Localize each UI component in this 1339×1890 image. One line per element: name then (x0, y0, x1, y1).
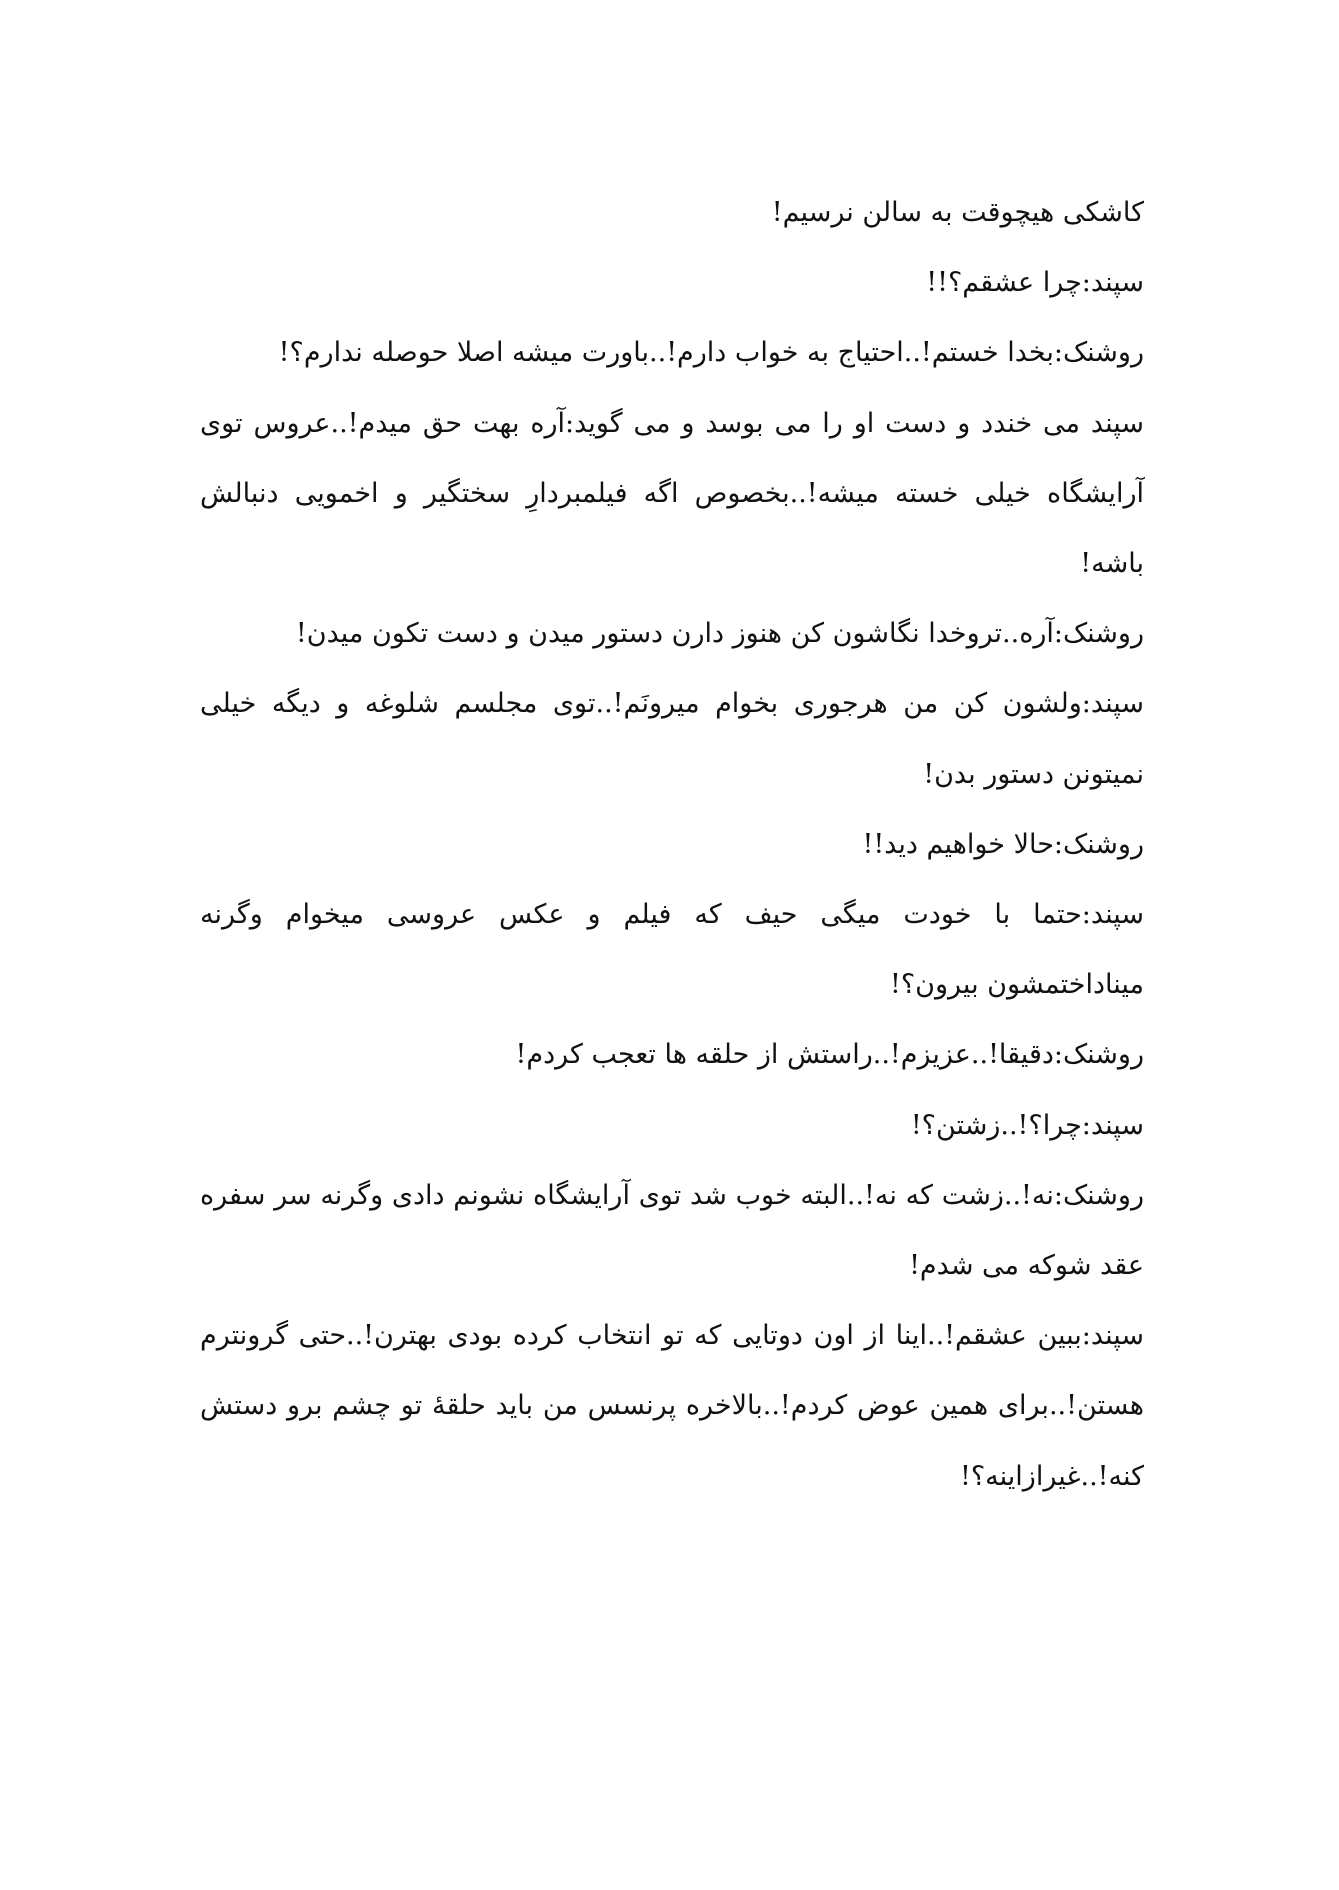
paragraph-10: سپند:چرا؟!..زشتن؟! (910, 1109, 1144, 1141)
paragraph-9: روشنک:دقیقا!..عزیزم!..راستش از حلقه ها تعجب کردم! (515, 1039, 1144, 1071)
paragraph-2: سپند:چرا عشقم؟!! (926, 267, 1144, 299)
paragraph-1: کاشکی هیچوقت به سالن نرسیم! (771, 197, 1144, 228)
paragraph-11: روشنک:نه!..زشت که نه!..البته خوب شد توی آرایشگاه نشونم دادی وگرنه سر سفره عقد شوکه می شدم! (200, 1179, 1144, 1282)
paragraph-3: روشنک:بخدا خستم!..احتیاج به خواب دارم!..باورت میشه اصلا حوصله ندارم؟! (278, 337, 1144, 369)
paragraph-12: سپند:ببین عشقم!..اینا از اون دوتایی که تو انتخاب کرده بودی بهترن!..حتی گرونترم هستن!..برای همین عوض کردم!..بالاخره پرنسس من باید حلقهٔ تو چشم برو دستش کنه!..غیرازاینه؟! (200, 1320, 1144, 1492)
paragraph-4: سپند می خندد و دست او را می بوسد و می گوید:آره بهت حق میدم!..عروس توی آرایشگاه خیلی خسته میشه!..بخصوص اگه فیلمبردارِ سختگیر و اخمویی دنبالش باشه! (200, 407, 1144, 580)
paragraph-6: سپند:ولشون کن من هرجوری بخوام میرونَم!..توی مجلسم شلوغه و دیگه خیلی نمیتونن دستور بدن! (200, 688, 1144, 790)
paragraph-8: سپند:حتما با خودت میگی حیف که فیلم و عکس عروسی میخوام وگرنه میناداختمشون بیرون؟! (200, 899, 1144, 1001)
paragraph-7: روشنک:حالا خواهیم دید!! (862, 828, 1144, 860)
paragraph-5: روشنک:آره..تروخدا نگاشون کن هنوز دارن دستور میدن و دست تکون میدن! (295, 618, 1144, 650)
story-text (200, 178, 1144, 1512)
